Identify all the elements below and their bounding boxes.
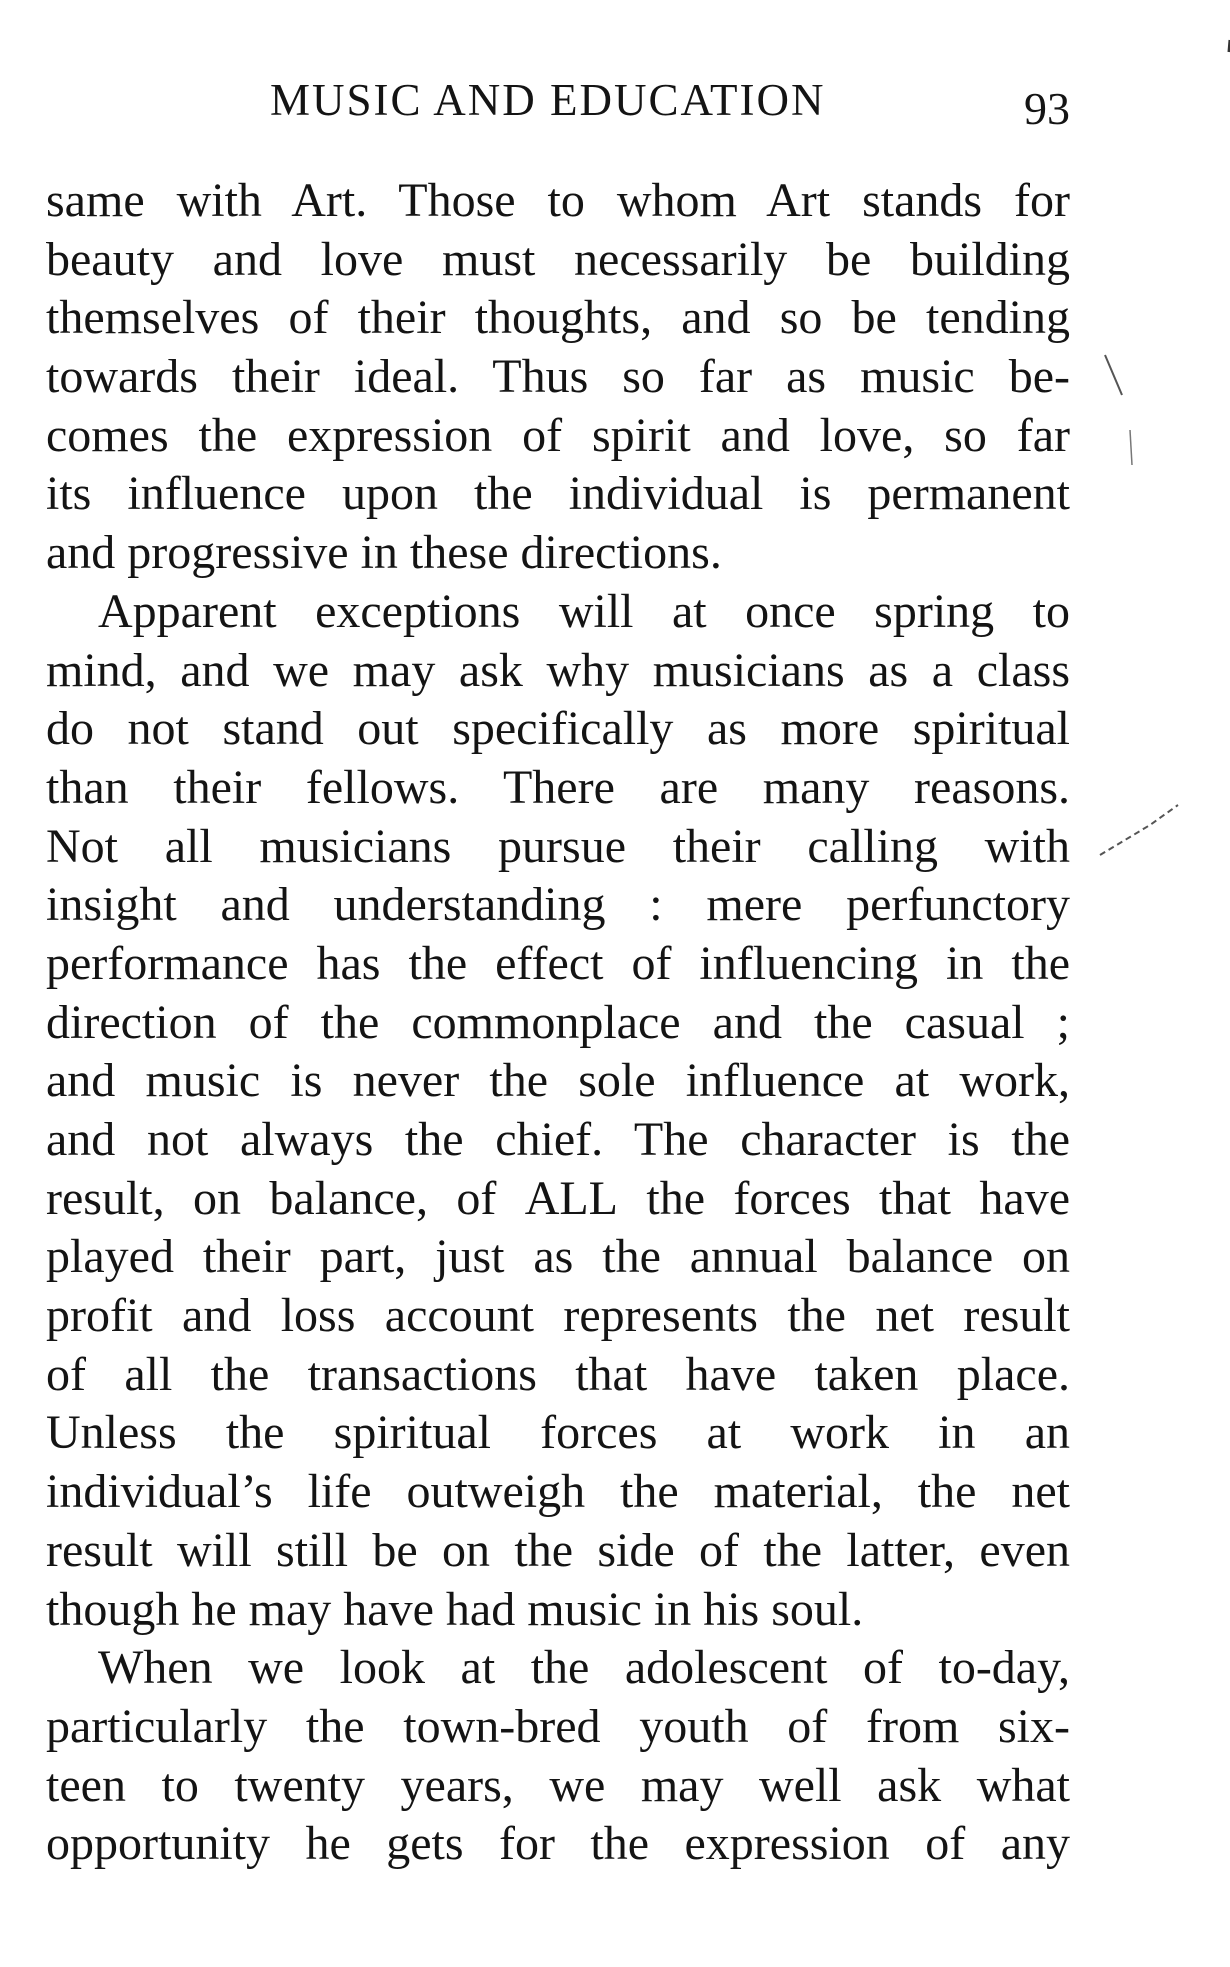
text-line: towards their ideal. Thus so far as music be-	[46, 350, 1070, 404]
text-fragment: result, on balance, of	[46, 1171, 525, 1225]
text-line: When we look at the adolescent of to-day,	[98, 1641, 1070, 1695]
text-line: and music is never the sole influence at work,	[46, 1054, 1070, 1108]
margin-stroke	[1100, 805, 1178, 855]
text-line: performance has the effect of influencing in the	[46, 936, 1070, 990]
text-line: comes the expression of spirit and love, so far	[46, 408, 1070, 462]
text-line: themselves of their thoughts, and so be tending	[46, 291, 1070, 345]
text-line: and progressive in these directions.	[46, 526, 722, 580]
text-line: profit and loss account represents the net result	[46, 1289, 1070, 1343]
text-line: insight and understanding : mere perfunctory	[46, 878, 1070, 932]
text-line: direction of the commonplace and the casual ;	[46, 995, 1070, 1049]
text-line: particularly the town-bred youth of from six-	[46, 1699, 1070, 1753]
page-number: 93	[1024, 83, 1070, 134]
text-line: mind, and we may ask why musicians as a class	[46, 643, 1070, 697]
text-line: though he may have had music in his soul.	[46, 1582, 864, 1636]
text-line: result will still be on the side of the latter, even	[46, 1523, 1070, 1577]
running-title: MUSIC AND EDUCATION	[270, 75, 826, 125]
smallcaps-word: ALL	[524, 1171, 618, 1225]
text-line: Apparent exceptions will at once spring to	[98, 584, 1070, 638]
text-line: Unless the spiritual forces at work in an	[46, 1406, 1070, 1460]
margin-stroke	[1130, 430, 1132, 465]
text-line: opportunity he gets for the expression of any	[46, 1817, 1070, 1871]
text-line: same with Art. Those to whom Art stands for	[46, 174, 1070, 227]
text-line: individual’s life outweigh the material, the net	[46, 1465, 1070, 1519]
running-head	[270, 68, 1070, 134]
text-line: Not all musicians pursue their calling with	[46, 819, 1070, 873]
text-line: beauty and love must necessarily be building	[46, 232, 1070, 286]
text-line-with-smallcaps	[46, 1170, 1070, 1229]
text-line: do not stand out specifically as more spiritual	[46, 702, 1070, 756]
margin-stroke	[1105, 355, 1122, 395]
text-line: played their part, just as the annual balance on	[46, 1230, 1070, 1284]
text-line: of all the transactions that have taken place.	[46, 1347, 1070, 1401]
text-line: its influence upon the individual is permanent	[46, 467, 1070, 521]
text-line: than their fellows. There are many reasons.	[46, 760, 1070, 814]
body-text	[46, 172, 1070, 1874]
text-fragment: the forces that have	[618, 1171, 1070, 1225]
text-line: and not always the chief. The character is the	[46, 1113, 1070, 1166]
text-line: teen to twenty years, we may well ask what	[46, 1758, 1070, 1812]
